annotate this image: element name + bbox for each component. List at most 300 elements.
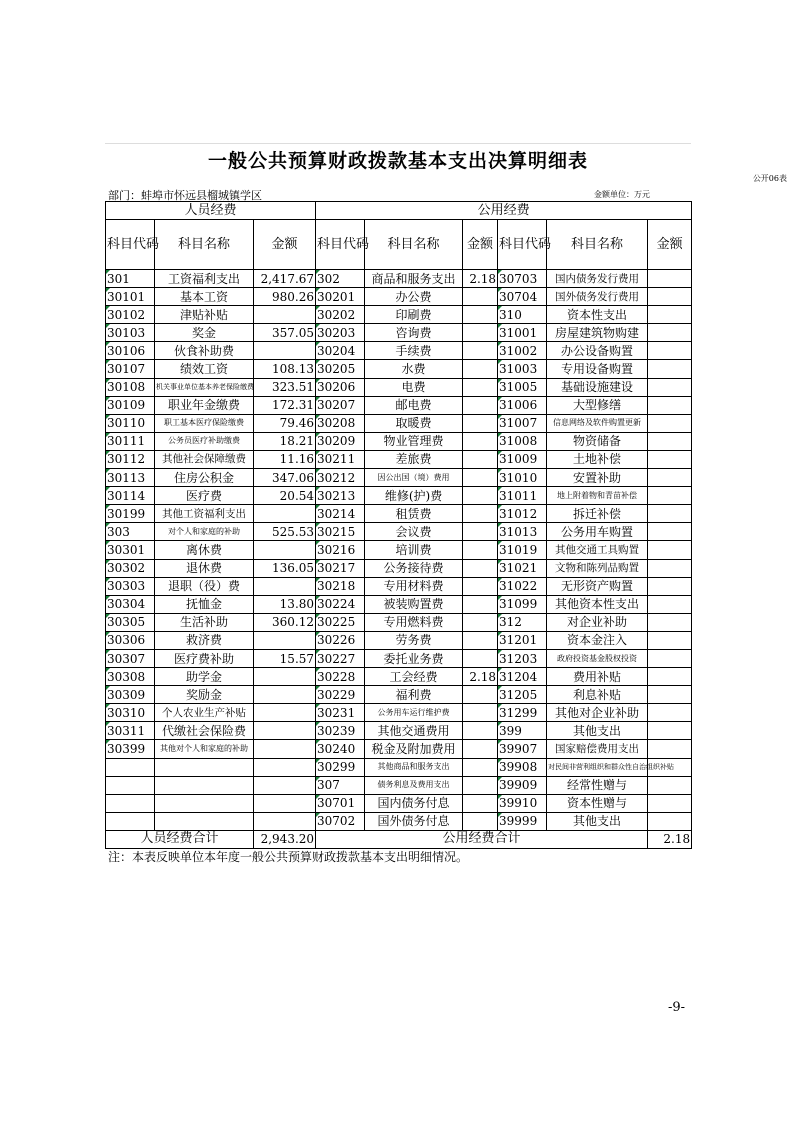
item-code-cell: 30240 <box>316 740 365 758</box>
amount-cell: 2.18 <box>463 270 498 288</box>
item-code-cell: 31003 <box>498 360 547 378</box>
budget-detail-table <box>105 201 692 849</box>
amount-cell <box>463 487 498 505</box>
item-name-cell: 基础设施建设 <box>547 378 648 396</box>
table-row <box>106 324 692 342</box>
item-name-cell: 福利费 <box>365 686 463 704</box>
table-row <box>106 432 692 450</box>
item-code-cell: 30217 <box>316 559 365 577</box>
amount-cell <box>648 450 692 468</box>
table-row <box>106 776 692 794</box>
item-code-cell: 30306 <box>106 631 155 649</box>
table-row <box>106 505 692 523</box>
item-name-cell <box>155 776 254 794</box>
amount-cell: 79.46 <box>254 414 316 432</box>
item-name-cell: 地上附着物和青苗补偿 <box>547 487 648 505</box>
amount-cell <box>254 704 316 722</box>
item-name-cell: 维修(护)费 <box>365 487 463 505</box>
table-row <box>106 595 692 613</box>
item-code-cell: 31099 <box>498 595 547 613</box>
item-name-cell: 对民间非营利组织和群众性自治组织补贴 <box>547 758 648 776</box>
item-name-cell <box>155 812 254 830</box>
table-row <box>106 758 692 776</box>
amount-cell <box>463 776 498 794</box>
amount-cell: 11.16 <box>254 450 316 468</box>
item-name-cell: 基本工资 <box>155 288 254 306</box>
amount-cell <box>254 541 316 559</box>
table-row <box>106 342 692 360</box>
item-name-cell: 大型修缮 <box>547 396 648 414</box>
item-code-cell <box>106 794 155 812</box>
amount-cell <box>648 324 692 342</box>
table-row <box>106 740 692 758</box>
item-name-cell: 国内债务发行费用 <box>547 270 648 288</box>
amount-cell <box>648 794 692 812</box>
item-name-cell: 助学金 <box>155 668 254 686</box>
table-row <box>106 396 692 414</box>
amount-cell <box>463 288 498 306</box>
item-code-cell: 31201 <box>498 631 547 649</box>
amount-cell <box>648 414 692 432</box>
amount-cell <box>648 668 692 686</box>
table-row <box>106 794 692 812</box>
item-code-cell: 30224 <box>316 595 365 613</box>
item-name-cell: 取暖费 <box>365 414 463 432</box>
item-code-cell: 30209 <box>316 432 365 450</box>
item-name-cell: 被装购置费 <box>365 595 463 613</box>
amount-cell <box>648 523 692 541</box>
item-code-cell: 30228 <box>316 668 365 686</box>
totals-row <box>106 830 692 848</box>
item-code-cell: 30302 <box>106 559 155 577</box>
item-name-cell: 拆迁补偿 <box>547 505 648 523</box>
item-code-cell <box>106 812 155 830</box>
table-row <box>106 487 692 505</box>
amount-cell: 2,417.67 <box>254 270 316 288</box>
item-name-cell: 专用燃料费 <box>365 613 463 631</box>
amount-cell <box>648 812 692 830</box>
table-row <box>106 378 692 396</box>
table-row <box>106 270 692 288</box>
col-header-name: 科目名称 <box>155 220 254 270</box>
amount-cell: 108.13 <box>254 360 316 378</box>
item-name-cell: 个人农业生产补贴 <box>155 704 254 722</box>
item-name-cell: 文物和陈列品购置 <box>547 559 648 577</box>
amount-cell <box>463 758 498 776</box>
amount-cell <box>463 595 498 613</box>
amount-cell <box>463 306 498 324</box>
col-header-code: 科目代码 <box>498 220 547 270</box>
table-row <box>106 306 692 324</box>
col-header-name: 科目名称 <box>547 220 648 270</box>
item-name-cell: 政府投资基金股权投资 <box>547 649 648 667</box>
item-code-cell: 31204 <box>498 668 547 686</box>
amount-unit: 金额单位：万元 <box>594 190 650 199</box>
item-name-cell: 房屋建筑物购建 <box>547 324 648 342</box>
amount-cell <box>463 722 498 740</box>
amount-cell <box>463 414 498 432</box>
item-code-cell: 30231 <box>316 704 365 722</box>
item-code-cell: 30704 <box>498 288 547 306</box>
amount-cell: 347.06 <box>254 469 316 487</box>
table-note: 注：本表反映单位本年度一般公共预算财政拨款基本支出明细情况。 <box>108 850 469 864</box>
item-name-cell: 物资储备 <box>547 432 648 450</box>
col-header-code: 科目代码 <box>316 220 365 270</box>
table-row <box>106 523 692 541</box>
item-name-cell: 专用设备购置 <box>547 360 648 378</box>
item-name-cell: 绩效工资 <box>155 360 254 378</box>
amount-cell <box>463 378 498 396</box>
amount-cell <box>463 324 498 342</box>
col-header-amount: 金额 <box>648 220 692 270</box>
item-code-cell: 302 <box>316 270 365 288</box>
item-name-cell: 物业管理费 <box>365 432 463 450</box>
amount-cell <box>463 523 498 541</box>
item-code-cell: 301 <box>106 270 155 288</box>
item-name-cell: 工资福利支出 <box>155 270 254 288</box>
item-name-cell: 其他社会保障缴费 <box>155 450 254 468</box>
item-name-cell: 税金及附加费用 <box>365 740 463 758</box>
item-name-cell: 电费 <box>365 378 463 396</box>
item-code-cell: 30304 <box>106 595 155 613</box>
public-total-label: 公用经费合计 <box>316 830 648 848</box>
item-name-cell: 伙食补助费 <box>155 342 254 360</box>
amount-cell <box>648 270 692 288</box>
amount-cell: 357.05 <box>254 324 316 342</box>
item-code-cell: 30199 <box>106 505 155 523</box>
amount-cell: 360.12 <box>254 613 316 631</box>
public-group-header: 公用经费 <box>316 202 692 220</box>
table-row <box>106 450 692 468</box>
item-code-cell: 30205 <box>316 360 365 378</box>
item-code-cell: 31002 <box>498 342 547 360</box>
amount-cell <box>463 812 498 830</box>
table-row <box>106 414 692 432</box>
item-name-cell: 差旅费 <box>365 450 463 468</box>
amount-cell <box>648 288 692 306</box>
page-number: -9- <box>668 1000 686 1015</box>
item-code-cell: 30102 <box>106 306 155 324</box>
amount-cell <box>254 722 316 740</box>
table-title: 一般公共预算财政拨款基本支出决算明细表 <box>207 150 588 172</box>
item-code-cell: 30110 <box>106 414 155 432</box>
item-name-cell: 其他对个人和家庭的补助 <box>155 740 254 758</box>
item-name-cell: 因公出国（境）费用 <box>365 469 463 487</box>
item-code-cell: 30103 <box>106 324 155 342</box>
item-code-cell: 39908 <box>498 758 547 776</box>
item-code-cell: 31013 <box>498 523 547 541</box>
table-row <box>106 577 692 595</box>
item-code-cell: 303 <box>106 523 155 541</box>
amount-cell <box>463 541 498 559</box>
item-name-cell: 信息网络及软件购置更新 <box>547 414 648 432</box>
table-row <box>106 559 692 577</box>
item-code-cell: 31011 <box>498 487 547 505</box>
item-code-cell: 30213 <box>316 487 365 505</box>
item-name-cell: 印刷费 <box>365 306 463 324</box>
item-name-cell: 培训费 <box>365 541 463 559</box>
item-name-cell: 退休费 <box>155 559 254 577</box>
item-name-cell: 利息补贴 <box>547 686 648 704</box>
item-code-cell: 31007 <box>498 414 547 432</box>
item-code-cell: 30114 <box>106 487 155 505</box>
table-row <box>106 541 692 559</box>
table-row <box>106 812 692 830</box>
amount-cell <box>463 704 498 722</box>
item-name-cell: 抚恤金 <box>155 595 254 613</box>
item-name-cell: 费用补贴 <box>547 668 648 686</box>
item-name-cell: 工会经费 <box>365 668 463 686</box>
amount-cell <box>463 686 498 704</box>
table-row <box>106 704 692 722</box>
item-code-cell: 31299 <box>498 704 547 722</box>
item-name-cell: 租赁费 <box>365 505 463 523</box>
item-code-cell: 30208 <box>316 414 365 432</box>
table-row <box>106 360 692 378</box>
column-header-row <box>106 220 692 270</box>
table-row <box>106 649 692 667</box>
amount-cell <box>463 649 498 667</box>
amount-cell <box>648 378 692 396</box>
item-code-cell: 30239 <box>316 722 365 740</box>
amount-cell: 2.18 <box>463 668 498 686</box>
public-total-value: 2.18 <box>648 830 692 848</box>
amount-cell <box>648 686 692 704</box>
amount-cell: 980.26 <box>254 288 316 306</box>
department-label: 部门：蚌埠市怀远县榴城镇学区 <box>108 189 262 202</box>
item-code-cell: 30227 <box>316 649 365 667</box>
amount-cell: 13.80 <box>254 595 316 613</box>
table-row <box>106 686 692 704</box>
item-code-cell: 30701 <box>316 794 365 812</box>
item-code-cell: 30214 <box>316 505 365 523</box>
col-header-name: 科目名称 <box>365 220 463 270</box>
item-name-cell: 债务利息及费用支出 <box>365 776 463 794</box>
amount-cell <box>463 360 498 378</box>
item-name-cell: 住房公积金 <box>155 469 254 487</box>
item-name-cell: 咨询费 <box>365 324 463 342</box>
amount-cell <box>648 776 692 794</box>
item-code-cell: 30226 <box>316 631 365 649</box>
item-code-cell: 30113 <box>106 469 155 487</box>
col-header-amount: 金额 <box>463 220 498 270</box>
item-name-cell: 会议费 <box>365 523 463 541</box>
item-code-cell: 312 <box>498 613 547 631</box>
item-name-cell: 资本性支出 <box>547 306 648 324</box>
item-code-cell: 30309 <box>106 686 155 704</box>
amount-cell <box>648 432 692 450</box>
item-name-cell: 委托业务费 <box>365 649 463 667</box>
item-name-cell: 公务接待费 <box>365 559 463 577</box>
item-code-cell: 31021 <box>498 559 547 577</box>
item-code-cell: 307 <box>316 776 365 794</box>
amount-cell <box>648 469 692 487</box>
item-code-cell: 30703 <box>498 270 547 288</box>
amount-cell <box>648 360 692 378</box>
item-code-cell: 31001 <box>498 324 547 342</box>
amount-cell <box>648 577 692 595</box>
amount-cell <box>648 342 692 360</box>
item-code-cell: 30218 <box>316 577 365 595</box>
personnel-total-value: 2,943.20 <box>254 830 316 848</box>
personnel-total-label: 人员经费合计 <box>106 830 254 848</box>
item-code-cell: 30299 <box>316 758 365 776</box>
item-name-cell: 退职（役）费 <box>155 577 254 595</box>
item-name-cell: 公务用车购置 <box>547 523 648 541</box>
form-code: 公开06表 <box>752 174 787 183</box>
item-name-cell: 机关事业单位基本养老保险缴费 <box>155 378 254 396</box>
item-code-cell: 31008 <box>498 432 547 450</box>
amount-cell <box>254 686 316 704</box>
item-name-cell: 代缴社会保险费 <box>155 722 254 740</box>
item-name-cell: 奖金 <box>155 324 254 342</box>
item-name-cell: 其他工资福利支出 <box>155 505 254 523</box>
item-name-cell: 其他支出 <box>547 812 648 830</box>
item-name-cell: 无形资产购置 <box>547 577 648 595</box>
item-name-cell: 邮电费 <box>365 396 463 414</box>
item-code-cell: 31009 <box>498 450 547 468</box>
table-row <box>106 668 692 686</box>
personnel-group-header: 人员经费 <box>106 202 316 220</box>
table-row <box>106 631 692 649</box>
item-name-cell: 职业年金缴费 <box>155 396 254 414</box>
amount-cell: 20.54 <box>254 487 316 505</box>
amount-cell <box>463 505 498 523</box>
item-code-cell: 30310 <box>106 704 155 722</box>
table-row <box>106 613 692 631</box>
item-code-cell: 31019 <box>498 541 547 559</box>
item-name-cell: 国外债务发行费用 <box>547 288 648 306</box>
amount-cell <box>648 505 692 523</box>
item-name-cell: 资本金注入 <box>547 631 648 649</box>
item-code-cell: 31005 <box>498 378 547 396</box>
item-name-cell: 其他对企业补助 <box>547 704 648 722</box>
col-header-amount: 金额 <box>254 220 316 270</box>
item-code-cell: 39909 <box>498 776 547 794</box>
item-name-cell <box>155 794 254 812</box>
item-code-cell <box>106 776 155 794</box>
amount-cell <box>648 649 692 667</box>
item-code-cell: 30308 <box>106 668 155 686</box>
amount-cell <box>463 631 498 649</box>
item-code-cell: 30229 <box>316 686 365 704</box>
item-name-cell: 其他交通费用 <box>365 722 463 740</box>
item-name-cell: 国外债务付息 <box>365 812 463 830</box>
item-name-cell: 对企业补助 <box>547 613 648 631</box>
item-code-cell: 31006 <box>498 396 547 414</box>
item-name-cell: 医疗费 <box>155 487 254 505</box>
item-code-cell: 31010 <box>498 469 547 487</box>
item-code-cell: 30203 <box>316 324 365 342</box>
amount-cell <box>648 758 692 776</box>
item-name-cell: 国内债务付息 <box>365 794 463 812</box>
item-code-cell: 30109 <box>106 396 155 414</box>
item-code-cell: 399 <box>498 722 547 740</box>
amount-cell <box>254 740 316 758</box>
item-code-cell: 31012 <box>498 505 547 523</box>
item-code-cell: 310 <box>498 306 547 324</box>
amount-cell <box>463 469 498 487</box>
item-name-cell: 其他商品和服务支出 <box>365 758 463 776</box>
item-code-cell: 30305 <box>106 613 155 631</box>
item-code-cell: 30101 <box>106 288 155 306</box>
item-code-cell: 30106 <box>106 342 155 360</box>
item-name-cell: 职工基本医疗保险缴费 <box>155 414 254 432</box>
amount-cell <box>254 306 316 324</box>
amount-cell <box>463 342 498 360</box>
item-name-cell: 资本性赠与 <box>547 794 648 812</box>
amount-cell: 18.21 <box>254 432 316 450</box>
item-code-cell: 30112 <box>106 450 155 468</box>
amount-cell: 172.31 <box>254 396 316 414</box>
item-code-cell: 30399 <box>106 740 155 758</box>
item-code-cell: 39907 <box>498 740 547 758</box>
item-code-cell: 30303 <box>106 577 155 595</box>
item-code-cell: 31203 <box>498 649 547 667</box>
item-code-cell: 30301 <box>106 541 155 559</box>
item-name-cell: 对个人和家庭的补助 <box>155 523 254 541</box>
item-name-cell: 手续费 <box>365 342 463 360</box>
col-header-code: 科目代码 <box>106 220 155 270</box>
group-header-row <box>106 202 692 220</box>
amount-cell: 15.57 <box>254 649 316 667</box>
item-name-cell: 土地补偿 <box>547 450 648 468</box>
item-code-cell: 30211 <box>316 450 365 468</box>
amount-cell <box>648 704 692 722</box>
item-code-cell: 30212 <box>316 469 365 487</box>
item-name-cell: 安置补助 <box>547 469 648 487</box>
amount-cell <box>254 577 316 595</box>
item-name-cell: 医疗费补助 <box>155 649 254 667</box>
amount-cell <box>648 595 692 613</box>
item-code-cell: 30204 <box>316 342 365 360</box>
item-code-cell: 30107 <box>106 360 155 378</box>
amount-cell <box>648 541 692 559</box>
item-name-cell: 其他交通工具购置 <box>547 541 648 559</box>
amount-cell <box>254 668 316 686</box>
item-code-cell: 30201 <box>316 288 365 306</box>
item-name-cell: 生活补助 <box>155 613 254 631</box>
item-name-cell: 办公设备购置 <box>547 342 648 360</box>
amount-cell <box>463 432 498 450</box>
item-code-cell: 30225 <box>316 613 365 631</box>
table-row <box>106 722 692 740</box>
item-name-cell: 水费 <box>365 360 463 378</box>
amount-cell <box>648 306 692 324</box>
item-name-cell: 专用材料费 <box>365 577 463 595</box>
item-name-cell: 津贴补贴 <box>155 306 254 324</box>
item-code-cell: 30111 <box>106 432 155 450</box>
amount-cell <box>648 740 692 758</box>
item-name-cell: 其他支出 <box>547 722 648 740</box>
item-name-cell <box>155 758 254 776</box>
item-code-cell: 30702 <box>316 812 365 830</box>
title-row <box>105 143 691 170</box>
item-name-cell: 其他资本性支出 <box>547 595 648 613</box>
amount-cell: 525.53 <box>254 523 316 541</box>
amount-cell <box>648 487 692 505</box>
item-name-cell: 劳务费 <box>365 631 463 649</box>
item-code-cell: 30216 <box>316 541 365 559</box>
amount-cell <box>254 776 316 794</box>
item-code-cell: 39910 <box>498 794 547 812</box>
item-name-cell: 办公费 <box>365 288 463 306</box>
amount-cell <box>254 758 316 776</box>
item-name-cell: 公务员医疗补助缴费 <box>155 432 254 450</box>
amount-cell <box>463 559 498 577</box>
table-row <box>106 288 692 306</box>
amount-cell <box>254 342 316 360</box>
